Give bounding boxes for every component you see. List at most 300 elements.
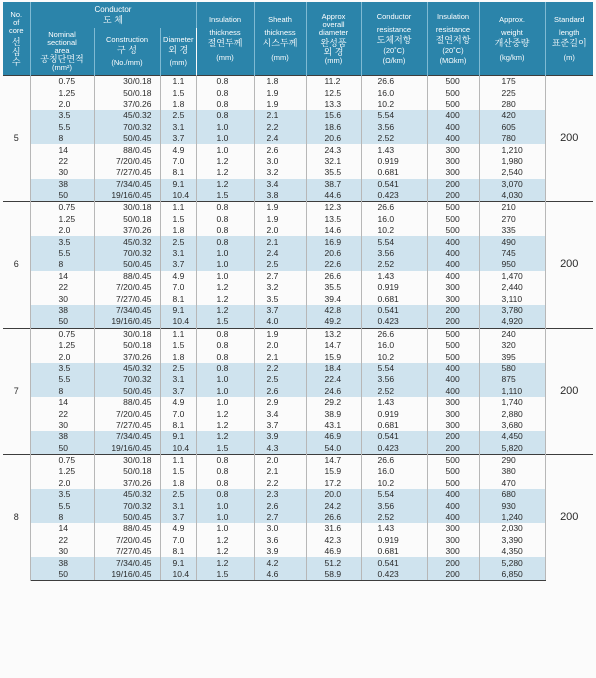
table-cell: 5.5 bbox=[30, 122, 94, 133]
table-row bbox=[3, 420, 593, 431]
table-cell: 12.3 bbox=[306, 202, 361, 214]
table-cell: 500 bbox=[427, 351, 479, 362]
table-cell: 3.7 bbox=[160, 259, 196, 270]
table-cell: 1.1 bbox=[160, 454, 196, 466]
table-cell: 2.52 bbox=[361, 512, 427, 523]
table-cell: 8.1 bbox=[160, 546, 196, 557]
header-standard-length: Standard length 표준길이 (m) bbox=[545, 2, 593, 76]
standard-length-cell: 200 bbox=[545, 328, 593, 454]
table-cell: 1.5 bbox=[160, 340, 196, 351]
header-core: No. of core 선심수 bbox=[3, 2, 30, 76]
table-cell: 7/27/0.45 bbox=[94, 293, 160, 304]
table-cell: 0.423 bbox=[361, 569, 427, 581]
table-cell: 38.7 bbox=[306, 179, 361, 190]
table-cell: 2.5 bbox=[160, 236, 196, 247]
table-cell: 10.2 bbox=[361, 351, 427, 362]
table-cell: 7.0 bbox=[160, 282, 196, 293]
table-row bbox=[3, 316, 593, 328]
table-cell: 395 bbox=[479, 351, 545, 362]
table-cell: 745 bbox=[479, 248, 545, 259]
table-cell: 50/0.45 bbox=[94, 512, 160, 523]
table-cell: 22 bbox=[30, 535, 94, 546]
table-cell: 200 bbox=[427, 305, 479, 316]
table-cell: 400 bbox=[427, 248, 479, 259]
header-insulation: Insulation thickness 절연두께 (mm) bbox=[196, 2, 254, 76]
table-cell: 0.8 bbox=[196, 478, 254, 489]
table-cell: 500 bbox=[427, 214, 479, 225]
table-cell: 3.8 bbox=[254, 190, 306, 202]
table-cell: 1.2 bbox=[196, 431, 254, 442]
table-row bbox=[3, 535, 593, 546]
table-cell: 0.8 bbox=[196, 328, 254, 340]
table-cell: 3.7 bbox=[160, 133, 196, 144]
table-cell: 300 bbox=[427, 397, 479, 408]
table-cell: 3.7 bbox=[254, 420, 306, 431]
table-cell: 10.4 bbox=[160, 443, 196, 455]
table-cell: 875 bbox=[479, 374, 545, 385]
table-cell: 10.2 bbox=[361, 478, 427, 489]
table-row bbox=[3, 122, 593, 133]
table-cell: 15.6 bbox=[306, 110, 361, 121]
table-cell: 175 bbox=[479, 76, 545, 88]
table-cell: 8 bbox=[30, 133, 94, 144]
table-cell: 500 bbox=[427, 328, 479, 340]
table-cell: 240 bbox=[479, 328, 545, 340]
table-cell: 7/20/0.45 bbox=[94, 535, 160, 546]
table-cell: 0.541 bbox=[361, 305, 427, 316]
table-cell: 0.8 bbox=[196, 236, 254, 247]
table-cell: 3.6 bbox=[254, 535, 306, 546]
header-weight: Approx. weight 개산중량 (kg/km) bbox=[479, 2, 545, 76]
table-cell: 7.0 bbox=[160, 535, 196, 546]
table-cell: 1.8 bbox=[160, 351, 196, 362]
standard-length-cell: 200 bbox=[545, 454, 593, 580]
table-cell: 7.0 bbox=[160, 156, 196, 167]
table-row bbox=[3, 569, 593, 581]
table-cell: 3.1 bbox=[160, 500, 196, 511]
table-cell: 14 bbox=[30, 523, 94, 534]
table-row bbox=[3, 110, 593, 121]
table-cell: 0.8 bbox=[196, 87, 254, 98]
table-cell: 51.2 bbox=[306, 557, 361, 568]
table-cell: 1.0 bbox=[196, 259, 254, 270]
table-cell: 400 bbox=[427, 110, 479, 121]
table-cell: 2.7 bbox=[254, 271, 306, 282]
table-cell: 29.2 bbox=[306, 397, 361, 408]
table-cell: 2,030 bbox=[479, 523, 545, 534]
table-cell: 16.9 bbox=[306, 236, 361, 247]
header-conductor-resistance: Conductor resistance 도체저항 (20˚C) (Ω/km) bbox=[361, 2, 427, 76]
table-row bbox=[3, 340, 593, 351]
table-cell: 2.1 bbox=[254, 110, 306, 121]
table-cell: 500 bbox=[427, 454, 479, 466]
table-cell: 13.5 bbox=[306, 214, 361, 225]
table-cell: 2,880 bbox=[479, 408, 545, 419]
table-cell: 0.423 bbox=[361, 190, 427, 202]
table-cell: 26.6 bbox=[361, 76, 427, 88]
table-cell: 1.0 bbox=[196, 374, 254, 385]
table-cell: 0.8 bbox=[196, 110, 254, 121]
table-cell: 30 bbox=[30, 546, 94, 557]
table-cell: 35.5 bbox=[306, 282, 361, 293]
table-cell: 4.9 bbox=[160, 144, 196, 155]
table-cell: 1.2 bbox=[196, 167, 254, 178]
table-cell: 200 bbox=[427, 431, 479, 442]
table-row bbox=[3, 225, 593, 236]
table-cell: 5.54 bbox=[361, 363, 427, 374]
table-cell: 7/20/0.45 bbox=[94, 408, 160, 419]
table-cell: 10.2 bbox=[361, 99, 427, 110]
table-cell: 24.2 bbox=[306, 500, 361, 511]
table-cell: 2.0 bbox=[30, 99, 94, 110]
table-cell: 16.0 bbox=[361, 340, 427, 351]
table-cell: 0.8 bbox=[196, 489, 254, 500]
table-cell: 400 bbox=[427, 236, 479, 247]
table-cell: 0.8 bbox=[196, 340, 254, 351]
table-cell: 19/16/0.45 bbox=[94, 190, 160, 202]
table-cell: 10.4 bbox=[160, 190, 196, 202]
table-cell: 7/34/0.45 bbox=[94, 305, 160, 316]
table-cell: 1.0 bbox=[196, 248, 254, 259]
table-cell: 0.8 bbox=[196, 202, 254, 214]
table-cell: 22.6 bbox=[306, 259, 361, 270]
table-cell: 0.919 bbox=[361, 282, 427, 293]
table-cell: 2.2 bbox=[254, 122, 306, 133]
table-cell: 200 bbox=[427, 443, 479, 455]
table-header bbox=[3, 2, 593, 76]
table-row bbox=[3, 512, 593, 523]
table-cell: 280 bbox=[479, 99, 545, 110]
cable-spec-table bbox=[3, 2, 593, 581]
table-cell: 3.5 bbox=[254, 293, 306, 304]
table-cell: 3.2 bbox=[254, 282, 306, 293]
table-row bbox=[3, 374, 593, 385]
table-cell: 7/34/0.45 bbox=[94, 179, 160, 190]
table-cell: 200 bbox=[427, 179, 479, 190]
table-cell: 335 bbox=[479, 225, 545, 236]
table-cell: 210 bbox=[479, 202, 545, 214]
table-cell: 3.5 bbox=[30, 236, 94, 247]
table-cell: 1.8 bbox=[254, 76, 306, 88]
table-cell: 45/0.32 bbox=[94, 363, 160, 374]
table-row bbox=[3, 190, 593, 202]
table-cell: 20.6 bbox=[306, 248, 361, 259]
table-cell: 1.0 bbox=[196, 271, 254, 282]
table-cell: 0.8 bbox=[196, 454, 254, 466]
table-cell: 9.1 bbox=[160, 305, 196, 316]
table-cell: 930 bbox=[479, 500, 545, 511]
table-cell: 7/34/0.45 bbox=[94, 431, 160, 442]
table-cell: 50/0.45 bbox=[94, 259, 160, 270]
table-cell: 2.5 bbox=[160, 363, 196, 374]
table-cell: 0.919 bbox=[361, 535, 427, 546]
table-cell: 45/0.32 bbox=[94, 110, 160, 121]
table-cell: 38 bbox=[30, 179, 94, 190]
table-cell: 1,740 bbox=[479, 397, 545, 408]
table-cell: 2.4 bbox=[254, 133, 306, 144]
header-conductor: Conductor 도 체 bbox=[30, 2, 196, 28]
table-cell: 1.9 bbox=[254, 328, 306, 340]
table-cell: 1.43 bbox=[361, 144, 427, 155]
table-cell: 2.5 bbox=[254, 374, 306, 385]
table-cell: 42.3 bbox=[306, 535, 361, 546]
table-cell: 39.4 bbox=[306, 293, 361, 304]
table-row bbox=[3, 179, 593, 190]
table-cell: 37/0.26 bbox=[94, 99, 160, 110]
table-cell: 1.0 bbox=[196, 133, 254, 144]
table-cell: 2.5 bbox=[254, 259, 306, 270]
table-cell: 1.2 bbox=[196, 420, 254, 431]
table-row bbox=[3, 156, 593, 167]
table-row bbox=[3, 557, 593, 568]
table-cell: 300 bbox=[427, 420, 479, 431]
table-cell: 70/0.32 bbox=[94, 500, 160, 511]
table-cell: 0.75 bbox=[30, 76, 94, 88]
table-cell: 270 bbox=[479, 214, 545, 225]
table-cell: 1.2 bbox=[196, 408, 254, 419]
table-row bbox=[3, 489, 593, 500]
table-cell: 950 bbox=[479, 259, 545, 270]
table-cell: 32.1 bbox=[306, 156, 361, 167]
table-cell: 4.0 bbox=[254, 316, 306, 328]
table-cell: 50/0.18 bbox=[94, 340, 160, 351]
table-cell: 1.5 bbox=[196, 316, 254, 328]
table-cell: 3.4 bbox=[254, 408, 306, 419]
table-cell: 16.0 bbox=[361, 214, 427, 225]
table-cell: 300 bbox=[427, 293, 479, 304]
table-cell: 680 bbox=[479, 489, 545, 500]
table-cell: 37/0.26 bbox=[94, 478, 160, 489]
table-cell: 605 bbox=[479, 122, 545, 133]
table-cell: 49.2 bbox=[306, 316, 361, 328]
table-cell: 290 bbox=[479, 454, 545, 466]
table-cell: 26.6 bbox=[306, 271, 361, 282]
table-cell: 3.0 bbox=[254, 523, 306, 534]
table-cell: 5.54 bbox=[361, 110, 427, 121]
table-cell: 1.2 bbox=[196, 282, 254, 293]
table-cell: 0.8 bbox=[196, 225, 254, 236]
table-cell: 50/0.45 bbox=[94, 386, 160, 397]
table-cell: 5.54 bbox=[361, 489, 427, 500]
table-cell: 2.2 bbox=[254, 478, 306, 489]
table-cell: 4.3 bbox=[254, 443, 306, 455]
table-cell: 3.56 bbox=[361, 248, 427, 259]
table-cell: 3.9 bbox=[254, 431, 306, 442]
table-cell: 14 bbox=[30, 397, 94, 408]
table-row bbox=[3, 408, 593, 419]
table-cell: 50 bbox=[30, 316, 94, 328]
table-cell: 8.1 bbox=[160, 420, 196, 431]
table-row bbox=[3, 500, 593, 511]
table-cell: 14.6 bbox=[306, 225, 361, 236]
table-cell: 50 bbox=[30, 443, 94, 455]
table-cell: 50 bbox=[30, 190, 94, 202]
table-cell: 1.25 bbox=[30, 340, 94, 351]
table-cell: 50/0.18 bbox=[94, 87, 160, 98]
table-cell: 30/0.18 bbox=[94, 76, 160, 88]
table-cell: 1.1 bbox=[160, 328, 196, 340]
table-cell: 500 bbox=[427, 225, 479, 236]
table-cell: 0.8 bbox=[196, 214, 254, 225]
header-sheath: Sheath thickness 시스두께 (mm) bbox=[254, 2, 306, 76]
table-cell: 1,470 bbox=[479, 271, 545, 282]
table-cell: 7/27/0.45 bbox=[94, 167, 160, 178]
table-cell: 200 bbox=[427, 557, 479, 568]
table-cell: 17.2 bbox=[306, 478, 361, 489]
table-cell: 1.2 bbox=[196, 535, 254, 546]
table-row bbox=[3, 144, 593, 155]
table-cell: 8 bbox=[30, 259, 94, 270]
core-count-cell: 5 bbox=[3, 76, 30, 202]
standard-length-cell: 200 bbox=[545, 76, 593, 202]
table-cell: 30 bbox=[30, 167, 94, 178]
table-row bbox=[3, 363, 593, 374]
table-cell: 2.6 bbox=[254, 144, 306, 155]
table-cell: 2.1 bbox=[254, 236, 306, 247]
table-cell: 470 bbox=[479, 478, 545, 489]
table-row bbox=[3, 454, 593, 466]
table-cell: 9.1 bbox=[160, 431, 196, 442]
table-cell: 13.3 bbox=[306, 99, 361, 110]
table-cell: 3.2 bbox=[254, 167, 306, 178]
table-cell: 2,540 bbox=[479, 167, 545, 178]
table-row bbox=[3, 546, 593, 557]
table-row bbox=[3, 282, 593, 293]
table-cell: 7/27/0.45 bbox=[94, 420, 160, 431]
table-cell: 3.1 bbox=[160, 122, 196, 133]
table-cell: 42.8 bbox=[306, 305, 361, 316]
table-cell: 400 bbox=[427, 489, 479, 500]
table-cell: 30/0.18 bbox=[94, 328, 160, 340]
table-cell: 7/20/0.45 bbox=[94, 156, 160, 167]
table-cell: 2.52 bbox=[361, 133, 427, 144]
table-cell: 13.2 bbox=[306, 328, 361, 340]
table-cell: 400 bbox=[427, 374, 479, 385]
table-row bbox=[3, 76, 593, 88]
table-cell: 14.7 bbox=[306, 454, 361, 466]
table-cell: 2.52 bbox=[361, 386, 427, 397]
table-cell: 400 bbox=[427, 259, 479, 270]
table-cell: 300 bbox=[427, 167, 479, 178]
table-cell: 20.0 bbox=[306, 489, 361, 500]
table-cell: 3.0 bbox=[254, 156, 306, 167]
table-row bbox=[3, 133, 593, 144]
table-cell: 5.5 bbox=[30, 248, 94, 259]
table-cell: 19/16/0.45 bbox=[94, 316, 160, 328]
header-insulation-resistance: Insulation resistance 절연저항 (20˚C) (MΩkm) bbox=[427, 2, 479, 76]
table-cell: 1.1 bbox=[160, 202, 196, 214]
table-cell: 2.3 bbox=[254, 489, 306, 500]
table-row bbox=[3, 431, 593, 442]
table-cell: 50/0.45 bbox=[94, 133, 160, 144]
table-cell: 4,030 bbox=[479, 190, 545, 202]
table-cell: 3.5 bbox=[30, 110, 94, 121]
table-cell: 3,780 bbox=[479, 305, 545, 316]
table-cell: 0.8 bbox=[196, 466, 254, 477]
table-cell: 1.9 bbox=[254, 99, 306, 110]
table-cell: 3.1 bbox=[160, 374, 196, 385]
table-cell: 46.9 bbox=[306, 431, 361, 442]
table-cell: 1.8 bbox=[160, 225, 196, 236]
table-cell: 2.6 bbox=[254, 386, 306, 397]
table-cell: 420 bbox=[479, 110, 545, 121]
table-cell: 3,110 bbox=[479, 293, 545, 304]
table-cell: 2.0 bbox=[254, 454, 306, 466]
table-cell: 54.0 bbox=[306, 443, 361, 455]
table-cell: 2.0 bbox=[30, 225, 94, 236]
table-cell: 1.0 bbox=[196, 122, 254, 133]
table-cell: 0.8 bbox=[196, 99, 254, 110]
table-cell: 26.6 bbox=[361, 454, 427, 466]
table-cell: 1.25 bbox=[30, 466, 94, 477]
table-cell: 1.43 bbox=[361, 397, 427, 408]
table-cell: 4,920 bbox=[479, 316, 545, 328]
table-cell: 1.1 bbox=[160, 76, 196, 88]
table-cell: 37/0.26 bbox=[94, 225, 160, 236]
table-cell: 30 bbox=[30, 293, 94, 304]
table-cell: 2.0 bbox=[254, 340, 306, 351]
table-cell: 3.5 bbox=[30, 489, 94, 500]
table-cell: 0.8 bbox=[196, 351, 254, 362]
table-cell: 1.9 bbox=[254, 202, 306, 214]
table-cell: 50/0.18 bbox=[94, 214, 160, 225]
table-cell: 4.9 bbox=[160, 271, 196, 282]
table-cell: 400 bbox=[427, 500, 479, 511]
table-cell: 0.423 bbox=[361, 443, 427, 455]
table-cell: 4,350 bbox=[479, 546, 545, 557]
table-cell: 10.4 bbox=[160, 569, 196, 581]
table-cell: 7/34/0.45 bbox=[94, 557, 160, 568]
table-cell: 88/0.45 bbox=[94, 397, 160, 408]
table-cell: 500 bbox=[427, 99, 479, 110]
table-cell: 88/0.45 bbox=[94, 271, 160, 282]
table-cell: 22 bbox=[30, 408, 94, 419]
table-cell: 26.6 bbox=[361, 202, 427, 214]
table-cell: 580 bbox=[479, 363, 545, 374]
table-cell: 5.5 bbox=[30, 500, 94, 511]
table-cell: 1.0 bbox=[196, 397, 254, 408]
table-cell: 1,110 bbox=[479, 386, 545, 397]
table-cell: 19/16/0.45 bbox=[94, 569, 160, 581]
table-cell: 44.6 bbox=[306, 190, 361, 202]
table-cell: 1.5 bbox=[196, 190, 254, 202]
table-cell: 35.5 bbox=[306, 167, 361, 178]
table-cell: 26.6 bbox=[361, 328, 427, 340]
table-cell: 14 bbox=[30, 271, 94, 282]
table-cell: 18.4 bbox=[306, 363, 361, 374]
table-cell: 16.0 bbox=[361, 87, 427, 98]
table-row bbox=[3, 397, 593, 408]
table-row bbox=[3, 87, 593, 98]
table-cell: 38 bbox=[30, 557, 94, 568]
table-cell: 37/0.26 bbox=[94, 351, 160, 362]
table-cell: 1.9 bbox=[254, 87, 306, 98]
table-cell: 38.9 bbox=[306, 408, 361, 419]
table-cell: 0.75 bbox=[30, 454, 94, 466]
table-cell: 4.2 bbox=[254, 557, 306, 568]
table-cell: 8.1 bbox=[160, 293, 196, 304]
table-cell: 10.4 bbox=[160, 316, 196, 328]
table-cell: 2,440 bbox=[479, 282, 545, 293]
table-cell: 3.4 bbox=[254, 179, 306, 190]
table-cell: 2.6 bbox=[254, 500, 306, 511]
table-row bbox=[3, 523, 593, 534]
table-cell: 500 bbox=[427, 87, 479, 98]
table-cell: 6,850 bbox=[479, 569, 545, 581]
table-cell: 16.0 bbox=[361, 466, 427, 477]
table-cell: 70/0.32 bbox=[94, 122, 160, 133]
table-cell: 15.9 bbox=[306, 351, 361, 362]
